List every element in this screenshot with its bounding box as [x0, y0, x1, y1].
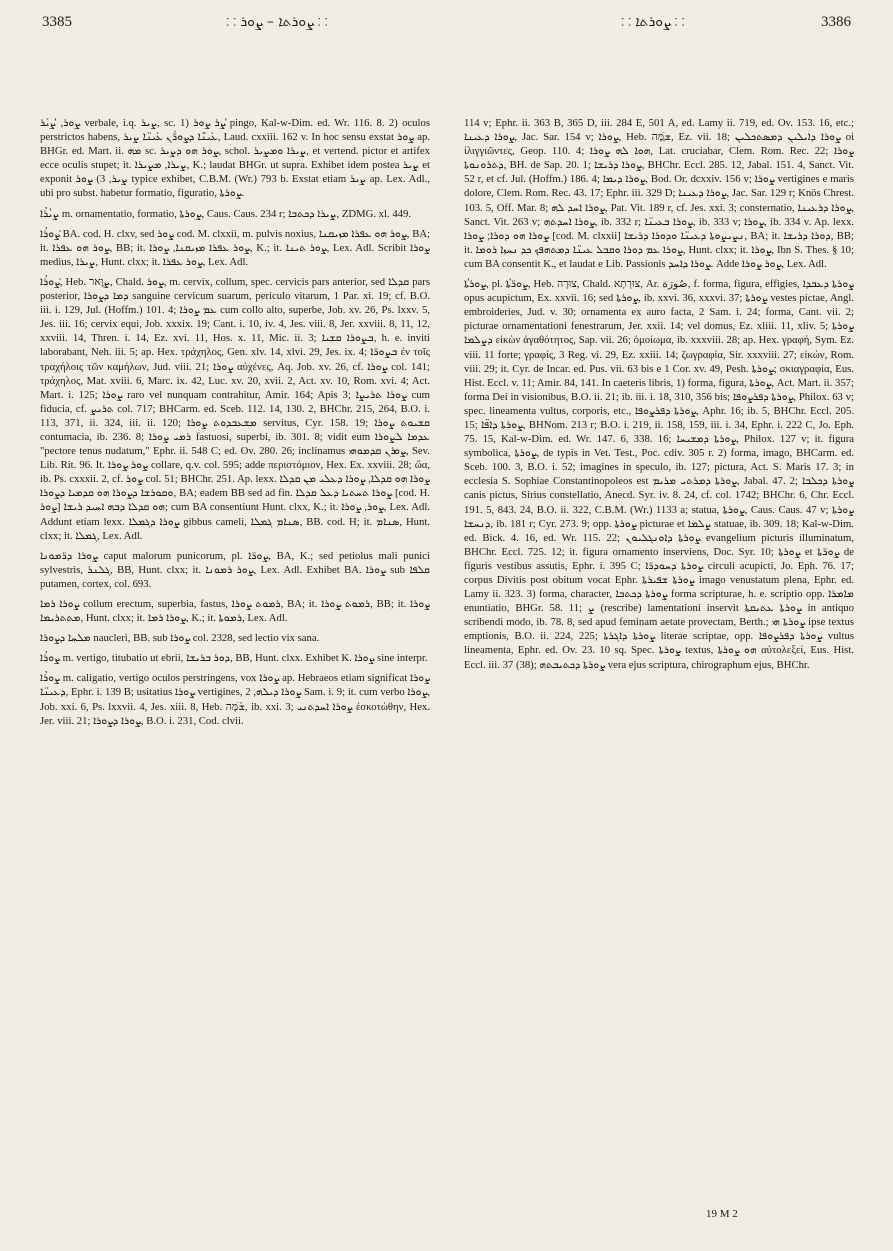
entry: ܨܰܘܪܳܐ BA. cod. H. clxv, sed ܨܘܪ cod. M. clxxii, m. pulvis noxius, ܨܘܪ ܗܘ ܥܦܪܐ ܡܙܝܩܢܐ, BA; it. ܨܘܪ ܗܘ ܥܦܪܐ, BB; it. ܨܘܪ ܥܦܪܐ ܡܙܝܩܢܐ, ܨܘܪܐ, K.; it. ܨܘܪ ܬܝܢܐ, Lex. Adl. Scribit ܨܘܪܐ medius, ܨܝܪܐ, Hunt. clxx; it. ܨܘܪ ܥܦܪܐ, Lex. Adl. [40, 227, 430, 268]
right-running-head: ⸬ ܨܘܪܬܐ ⸬ [621, 14, 685, 30]
entry: ܨܘܪܳܐ m. caligatio, vertigo oculos perstringens, vox ܨܘܪܐ ap. Hebraeos etiam significat ܨܘܪܐ ܕܥܝܢ̈ܐ, Ephr. i. 139 B; usitatius ܨܘܪܐ vertigines, ܨܘܪܐ ܕܝܠܗ, 2 Sam. i. 9; it. cum verbo ܨܘܪܐ, Job. xxi. 6, Ps. lxxvii. 4, Jes. xiii. 8, Heb. ܫׁܰמָּה, ib. xxi. 3; ܨܘܪܐ ܐܚܕܬܢܝ ἐσκοτώθην, Hex. Jer. viii. 21; ܨܘܪܐ ܕܨܘܪܐ, B.O. i. 231, Cod. clvii. [40, 672, 430, 727]
signature-mark: 19 M 2 [706, 1208, 738, 1220]
entry: ܨܘܪܳܐ m. vertigo, titubatio ut ebrii, ܕܘܪ ܒܪܝܫܐ, BB, Hunt. clxx. Exhibet K. ܨܘܪܐ sine interpr. [40, 652, 428, 665]
left-column [40, 116, 430, 1206]
entry: ܨܘܪ, ܨܳܝܰܪ verbale, i.q. ܨܝܪ, sc. 1) ܨܳܪ ܨܘܪ pingo, Kal-w-Dim. ed. Wr. 116. 8. 2) oculos perstrictos habens, ܥܰܝܢ̈ܰܐ ܕܨܘܪ̈ܰܢ ܥܰܝܢ̈ܐ ܨܝܪ, Laud. cxxiii. 162 v. In hoc sensu exstat ܨܘܪ ap. BHGr. ed. Mart. ii. ܡܗ sc. ܨܘܪ ܗܘ ܕܨܝܪ, schol. ܨܝܪܐ ܘܡܨܝܪ, et vertend. pictor et artifex ecce oculis stupet; it. ܨܝܪܐ, ܡܨܝܪܐ, K.; laudat BHGr. ut supra. Exhibet idem postea ܨܝܪ et exponit ܨܝܪ, 3) ܨܘܪ typice exhibet, C.B.M. (Wr.) 793 b. Exstat etiam ܨܝܪ ap. Lex. Adl., ubi pro subst. habetur formatio, figuratio, ܨܘܪܬܐ. [40, 117, 430, 200]
entry: 114 v; Ephr. ii. 363 B, 365 D, iii. 284 E, 501 A, ed. Lamy ii. 719, ed. Ov. 153. 16, etc.; ܨܘܪܐ ܕܥܝܢܐ, Jac. Sar. 154 v; ܨܘܪܐ, Heb. ܫַׁמָּה, Ez. vii. 18; ܨܘܪܐ ܕܐܝܠܝܢ ܕܡܣܬܟܠܝܢ οἱ ἰλιγγιῶντες, Geop. 110. 4; ܗܘܐ ܠܗ ܨܘܪܐ, Lat. cruciabar, Clem. Rom. Rec. 22; ܨܘܪܐ ܕܬܪܘܢܘܬܐ, BH. de Sap. 20. 1; ܨܘܪܐ ܕܪܝܫܐ, BHChr. Eccl. 285. 12, Jabal. 151. 4, Sanct. Vit. 52 r, et cf. Jul. (Hoffm.) 186. 4; ܨܘܪܐ ܕܝܡܐ, Bod. Or. dcxxiv. 156 v; ܨܘܪܐ vertigines e maris dolore, Clem. Rom. Rec. 43. 17; Ephr. iii. 329 D; ܨܘܪܐ ܕܥܝܢܐ, Jac. Sar. 129 r; Knös Chrest. 103. 5, Off. Mar. 8; ܨܘܪܐ ܐܚܕ ܠܗ, Pat. Vit. 189 r, cf. Jes. xxi. 3; consternatio, ܨܘܪܐ ܕܪܥܝܢܐ, Sanct. Vit. 263 v; ܨܘܪܐ ܐܚܕܬܗ, ib. 332 r; ܨܘܪܐ ܒܥܝܢ̈ܐ, ib. 333 v; ܨܘܪܐ, ib. 334 v. Ap. lexx. ܨܘܪܐ ܗܘ ܕܘܪܐ; ܨܘܪܐ [cod. M. clxxii] ܢܨܝܨܘܬܐ ܕܥܝܢ̈ܐ ܘܕܘܪܐ ܕܪܝܫܐ, BA; it. ܕܘܪܐ ܕܪܝܫܐ, BB; it. ܨܘܪܐ ܥܡ ܕܘܪܐ ܘܩܒܠ ܥܝܢ̈ܐ ܕܡܬܗܦܟ ܟܕ ܢܚܙܐ ܪܘܡܐ, Hunt. clxx; it. ܨܘܪܐ, Ibn S. Thes. § 10; cum BA consentit K., et laudat e Lib. Passionis ܨܘܪܐ ܕܐܚܕ. Adde ܨܘܪ ܨܘܪܐ, Lex. Adl. [464, 117, 854, 270]
entry: ܨܰܘܪܳܐ, Heb. ܨַוָּאר, Chald. ܨܘܪ, m. cervix, collum, spec. cervicis pars anterior, sed ܩܕܠܐ pars posterior, ܕܡܐ ܕܨܘܪܐ sanguine cervicum suarum, periculo vitarum, 1 Par. xi. 19; cf. B.O. iii. i. 129, Jul. (Hoffm.) 101. 4; ܥܡ ܨܘܪܐ cum collo alto, superbe, Job. xv. 26, Ps. lxxv. 5, Jes. iii. 16; cervix equi, Job. xxxix. 19; Cant. i. 10, iv. 4, Jes. viii. 8, Jer. xxviii. 8, 11, 12, xxviii. 14, Thren. i. 14, Ez. xvi. 11, Hos. x. 11, Mic. ii. 3; ܒܨܘܪܐ ܩܫܝܐ, h. e. inviti laborabant, Neh. iii. 5; ap. Hex. τράχηλος, Gen. xlv. 14, xlvi. 29, Jes. ix. 4; ܒܨܘܪ̈ܐ ἐν τοῖς τραχήλοις τῶν καμήλων, Jud. viii. 21; ܨܘܪܐ αὐχένες, Aq. Job. xv. 26, cf. ܨܘܪܐ col. 141; τράχηλος, Mat. xviii. 6, Marc. ix. 42, Luc. xv. 20, xvii. 2, Act. xv. 10, Rom. xvi. 4; Act. Mart. i. 125; ܨܘܪܐ raro vel nunquam contrahitur, Amir. 164; Apis 3; ܨܘܪܐ ܬܪܝܨܐ cum fiducia, cf. ܬܪܝܨ col. 717; BHCarm. ed. Sceb. 112. 14, 130. 2, BHChr. 215, 264, B.O. i. 113, 371, ii. 324, iii. ii. 120; ܡܫܥܒܕܘܬ ܨܘܪܐ servitus, Cyr. 158. 19; ܩܫܝܘܬ ܨܘܪܐ contumacia, ib. 236. 8; ܪܡܝ ܨܘܪܐ fastuosi, superbi, ib. 301. 8; vidit eum ܥܕܡܐ ܠܨܘܪܐ "pectore tenus nudatum," Ephr. ii. 548 C; ed. Ov. 280. 26; inclinamus ܨܘܪܢ ܩܕܡܘܗܝ, Sev. Lib. Rit. 96. It. ܨܘܪ ܨܘܪܐ collare, q.v. col. 595; adde περιστόμιον, Hex. Ex. xxviii. 28; ὤα, ib. Ps. cxxxii. 2, cf. ܨܘܪ col. 51; BHChr. 251. Ap. lexx. ܨܘܪܐ ܗܘ ܩܕܠܐ, ܨܘܪܐ ܕܥܠܝ ܡܢ ܩܕܠܐ ܘܩܘܪܫܐ ܕܨܘܪܐ ܗܘ ܩܕܡܝܐ ܕܨܘܪܐ, BA; eadem BB sed ad fin. ܨܘܪܐ ܬܚܬܝܐ ܕܥܠ ܩܕܠܐ [cod. H. ܨܘܪ] ܗܘ ܩܕܠܐ ܕܒܗ ܐܚܝܕ ܪܝܫܐ; cum BA consentiunt Hunt. clxx, K.; it. ܨܘܪ, ܨܘܪܐ, Lex. Adl. Addunt etiam lexx. ܨܘܪܐ ܕܓܡܠܐ gibbus cameli, ܣܢܐܡ ܓܡܠܐ, BB. cod. H; it. ܣܢܐܡ, Hunt. clxx; it. ܓܡܠܐ, Lex. Adl. [40, 275, 430, 542]
left-running-head: ⸬ ܨܘܪܬܐ – ܨܘܪ ⸬ [226, 14, 328, 30]
right-page-number: 3386 [821, 14, 851, 30]
entry: ܡܠܚܐ ܕܨܘܪܐ naucleri, BB. sub ܨܘܪܐ col. 2328, sed lectio vix sana. [40, 632, 320, 645]
right-column [464, 116, 854, 1206]
page-header [0, 0, 893, 48]
entry: ܨܘܪܐ ܕܪ̈ܡܘܢܐ caput malorum punicorum, pl. ܨܘܪ̈ܐ, BA, K.; sed petiolus mali punici sylvestris, ܓܠܢܪ, BB, Hunt. clxx; it. ܨܘܪ ܪܡܘܢܐ, Lex. Adl. Exhibet BA. ܨܘܪܐ sub ܩܠܦܐ putamen, cortex, col. 693. [40, 549, 430, 590]
left-page-number: 3385 [42, 14, 72, 30]
entry: ܨܝܳܪܳܐ m. ornamentatio, formatio, ܨܘܪܬܐ, Caus. Caus. 234 r; ܨܝܪܐ ܕܟܬܒܐ, ZDMG. xl. 449. [40, 207, 412, 220]
entry: ܨܘܪܐ ܪܡܐ collum erectum, superbia, fastus, ܪܡܘܬ ܨܘܪܐ, BA; it. ܪܡܘܬ ܨܘܪܐ, BB; it. ܨܘܪܐ ܡܬܬܪܝܡܐ, Hunt. clxx; it. ܨܘܪܐ ܪܡܐ, K.; it. ܪܡܘܬܐ, Lex. Adl. [40, 598, 430, 625]
entry: ܨܘܪܬܳܐ, pl. ܨܘܪ̈ܬܳܐ, Heb. צוּרָה, Chald. צוּרְתָא, Ar. صُورَة, f. forma, figura, effigies, ܨܘܪܬܐ ܕܥܒܕܐ opus acupictum, Ex. xxvii. 16; sed ܨܘܪܬܐ, ib. xxvi. 36, xxxvi. 37; ܨܘܪܬܐ vestes pictae, Angl. embroideries, Jud. v. 30; ornamenta ex auro facta, 2 Sam. i. 24; forma, Cant. vii. 2; picturae ornamentationi fenestrarum, Jer. xxii. 14; vel domus, Ez. xliii. 11, xliv. 5; ܨܘܪܬܐ ܕܨܠܡܐ εἰκὼν ἀγαθότητος, Sap. vii. 26; ὁμοίωμα, ib. xxxviii. 28; ap. Hex. γραφή, Sym. Ez. viii. 11 forte; γραφίς, 3 Reg. vi. 29, Ez. xxiii. 14; ζωγραφία, Sir. xxxviii. 27; εἰκών, Rom. viii. 29; it. Cyr. de Incar. ed. Pus. vii. 63 bis e 1 Cor. xv. 49, Pesh. ܨܘܪܬܐ; σκιαγραφία, Eus. Hist. Eccl. v. 11; Amir. 84, 141. In caeteris libris, 1) forma, figura, ܨܘܪܬܐ, Act. Mart. ii. 357; forma Dei in visionibus, B.O. ii. 21; ib. iii. i. 18, 310, 356 bis; ܨܘܪܬܐ ܕܦܪܨܘܦܐ, Philox. 63 v; spec. lineamenta vultus, corporis, etc., ܨܘܪܬܐ ܕܦܪܨܘܦܐ, Aphr. 16; ib. 5, BHChr. Eccl. 205. 15; ܨܘܪܬܐ ܕܐܦ̈ܐ, BHNom. 213 r; B.O. i. 219, ii. 158, 159, iii. i. 34, Ephr. i. 222 C, Jo. Eph. 75. 15, Kal-w-Dim. ed. Wr. 147. 6, 338. 16; ܨܘܪܬܐ ܕܡܫܝܚܐ, Philox. 127 v; it. figura symbolica, ܨܘܪܬܐ, de typis in Vet. Test., Poc. cdiv. 305 r. 2) forma, imago, BHCarm. ed. Sceb. 100. 3, B.O. i. 52; imagines in speculo, ib. 127; pictura, Act. S. Maris 17. 3; in ecclesia S. Sophiae Constantinopoleos est ܨܘܪܬܐ ܕܡܪܬܝ ܡܪܝܡ, Jabal. 47. 2; ܨܘܪܬܐ ܕܟܠܒܐ canis pictus, Sirius constellatio, Anecd. Syr. iv. 8. 24, cf. col. 1742; BHChr. 6, Chr. Eccl. 191. 5, 843. 24, B.O. ii. 322, C.B.M. (Wr.) 1133 a; statua, ܨܘܪܬܐ, Caus. Caus. 47 v; ܨܘܪܬܐ ܕܢܚܫܐ, ib. 181 r; Cyr. 273. 9; opp. ܨܘܪܬܐ picturae et ܨܠܡܐ statuae, ib. 309. 18; Kal-w-Dim. ed. Bick. 4. 16, ed. Wr. 115. 22; ܨܘܪܬܐ ܕܐܘܢܓܠܝܘܢ evangelium picturis illuminatum, BHChr. Eccl. 725. 12; it. figura ornamento inserviens, Doc. Syr. 10; ܨܘܪܬܐ et ܨܘܪ̈ܬܐ de figuris vestibus assutis, Ephr. i. 395 C; ܨܘܪܬܐ ܕܚܘܕܪ̈ܐ circuli acupicti, Jo. Eph. 76. 17; corpus Divitis post obitum vocat Ephr. ܨܘܪܬܐ ܫܦܝܪܬܐ imago venustatum plena, Ephr. ed. Lamy ii. 323. 3) forma, character, ܨܘܪܬܐ ܕܟܬܒܐ forma scripturae, h. e. scriptio opp. ܡܐܡܪܐ enuntiatio, BHGr. 58. 11; ܨ (rescribe) lamentationi inservit ܨܘܪܬܐ ܥܬܝܩܬܐ in antiquo scribendi modo, ib. 78. 8, sed apud feminam aetate provectam, Berth.; ܨܘܪܬܐ ܗܝ ipse textus emptionis, B.O. ii. 224, 225; ܨܘܪܬܐ ܕܐܓܪܬܐ literae scriptae, opp. ܨܘܪܬܐ ܕܦܪܨܘܦܐ vultus lineamenta, Ephr. ed. Ov. 23. 10 sq. Spec. ܨܘܪܬܐ textus, ܗܘ ܨܘܪܬܐ αὐτολεξεί, Eus. Hist. Eccl. iii. 37 (38); ܨܘܪܬܐ ܕܟܬܝܒܬܗ vera ejus scriptura, chirographum ejus, BHChr. [464, 278, 854, 671]
